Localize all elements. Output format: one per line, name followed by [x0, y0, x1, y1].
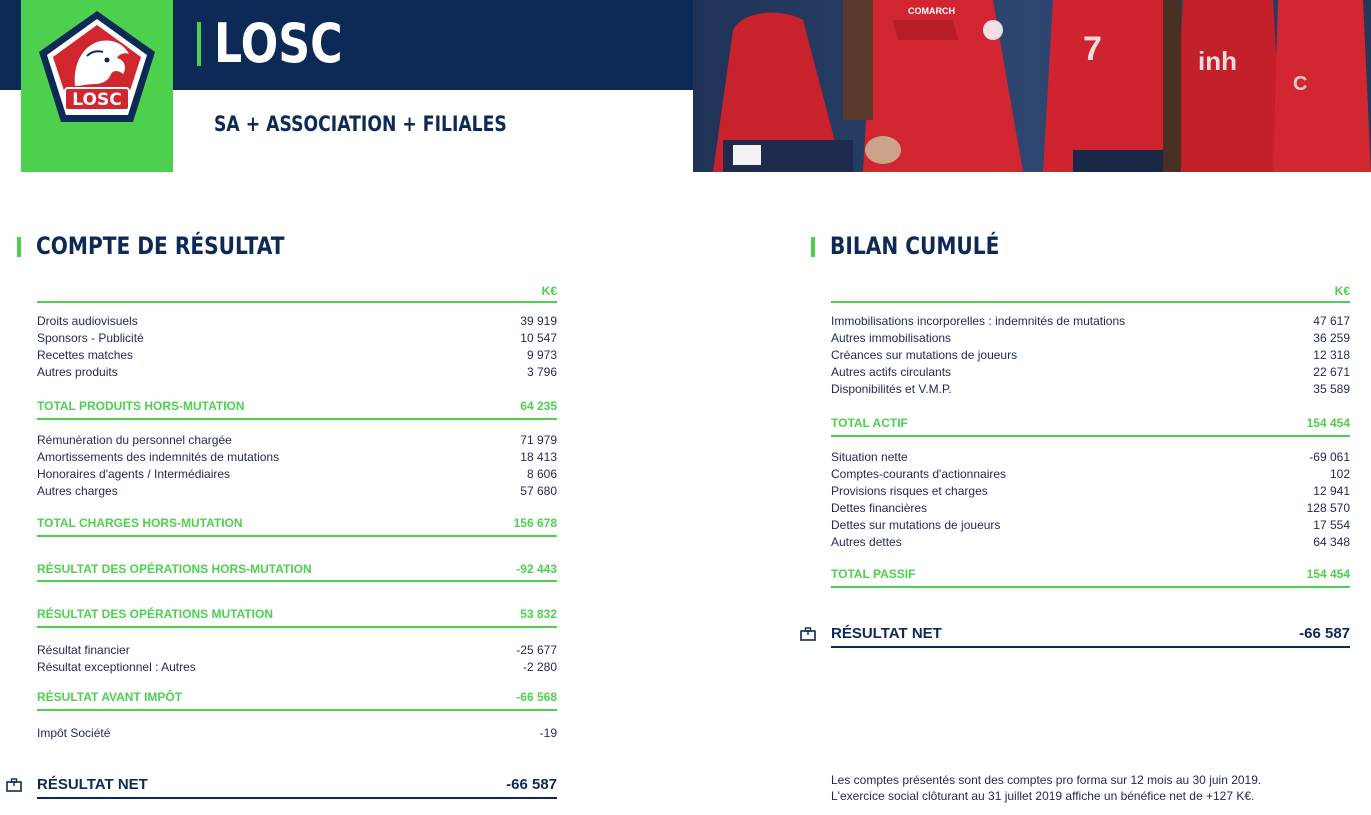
row-label: Autres immobilisations [831, 331, 952, 345]
total-label: RÉSULTAT DES OPÉRATIONS HORS-MUTATION [37, 562, 312, 576]
svg-text:COMARCH: COMARCH [908, 6, 955, 16]
row-value: 57 680 [520, 484, 557, 498]
total-row [37, 689, 557, 706]
svg-text:inh: inh [1198, 46, 1237, 76]
row-value: 8 606 [526, 467, 557, 481]
page-title: LOSC [214, 12, 343, 75]
divider [37, 797, 557, 799]
total-row [831, 566, 1350, 583]
row-label: Disponibilités et V.M.P. [831, 382, 952, 396]
footnote-line: L'exercice social clôturant au 31 juillet 2019 affiche un bénéfice net de +127 K€. [831, 789, 1255, 803]
row-label: Impôt Société [37, 726, 111, 740]
table-row [831, 500, 1350, 517]
club-logo [21, 0, 173, 172]
divider [37, 418, 557, 420]
table-row [831, 517, 1350, 534]
divider [831, 301, 1350, 303]
total-row [831, 415, 1350, 432]
row-value: 39 919 [520, 314, 557, 328]
net-result-value: -66 587 [1299, 625, 1350, 642]
table-row [831, 381, 1350, 398]
row-label: Honoraires d'agents / Intermédiaires [37, 467, 231, 481]
total-value: -66 568 [516, 690, 557, 704]
total-label: TOTAL PRODUITS HORS-MUTATION [37, 399, 245, 413]
net-result-row [831, 624, 1350, 644]
total-label: TOTAL ACTIF [831, 416, 908, 430]
total-value: 156 678 [513, 516, 557, 530]
table-row [37, 642, 557, 659]
briefcase-icon [800, 627, 816, 641]
row-value: 17 554 [1313, 518, 1350, 532]
total-row [37, 398, 557, 415]
section-accent-bar [17, 237, 21, 257]
section-accent-bar [811, 237, 815, 257]
row-label: Amortissements des indemnités de mutations [37, 450, 280, 464]
table-row [831, 483, 1350, 500]
row-value: 12 318 [1313, 348, 1350, 362]
table-row [37, 364, 557, 381]
footnote [831, 772, 1261, 804]
row-value: 3 796 [526, 365, 557, 379]
total-row [37, 561, 557, 578]
net-result-label: RÉSULTAT NET [831, 625, 942, 642]
total-label: RÉSULTAT AVANT IMPÔT [37, 690, 183, 704]
row-value: 9 973 [526, 348, 557, 362]
svg-text:C: C [1293, 73, 1308, 95]
row-label: Dettes sur mutations de joueurs [831, 518, 1001, 532]
row-value: 128 570 [1306, 501, 1350, 515]
row-label: Résultat exceptionnel : Autres [37, 660, 196, 674]
row-value: 102 [1329, 467, 1350, 481]
row-value: -25 677 [516, 643, 557, 657]
page-subtitle: SA + ASSOCIATION + FILIALES [214, 112, 507, 136]
divider [831, 435, 1350, 437]
table-row [37, 330, 557, 347]
table-row [831, 347, 1350, 364]
team-photo [693, 0, 1371, 172]
total-row [37, 606, 557, 623]
section-title-bilan: BILAN CUMULÉ [830, 232, 1000, 260]
table-row [831, 364, 1350, 381]
table-row [831, 466, 1350, 483]
row-label: Résultat financier [37, 643, 130, 657]
row-value: 10 547 [520, 331, 557, 345]
row-label: Sponsors - Publicité [37, 331, 144, 345]
row-value: 35 589 [1313, 382, 1350, 396]
total-value: -92 443 [516, 562, 557, 576]
row-value: 71 979 [520, 433, 557, 447]
row-value: 47 617 [1313, 314, 1350, 328]
net-result-label: RÉSULTAT NET [37, 776, 148, 793]
total-value: 53 832 [520, 607, 557, 621]
table-row [37, 659, 557, 676]
total-row [37, 515, 557, 532]
row-label: Autres actifs circulants [831, 365, 952, 379]
table-row [831, 330, 1350, 347]
total-label: RÉSULTAT DES OPÉRATIONS MUTATION [37, 607, 273, 621]
table-row [37, 466, 557, 483]
logo-text: LOSC [72, 90, 122, 110]
table-row [37, 347, 557, 364]
table-row [37, 432, 557, 449]
total-label: TOTAL CHARGES HORS-MUTATION [37, 516, 243, 530]
row-label: Autres produits [37, 365, 118, 379]
total-value: 154 454 [1306, 567, 1350, 581]
divider [37, 709, 557, 711]
row-label: Recettes matches [37, 348, 134, 362]
row-label: Autres charges [37, 484, 118, 498]
row-value: 36 259 [1313, 331, 1350, 345]
footnote-line: Les comptes présentés sont des comptes pro forma sur 12 mois au 30 juin 2019. [831, 773, 1262, 787]
table-row [37, 483, 557, 500]
table-row [37, 449, 557, 466]
briefcase-icon [6, 778, 22, 792]
row-value: 18 413 [520, 450, 557, 464]
table-row [37, 313, 557, 330]
divider [37, 580, 557, 582]
row-value: -19 [539, 726, 557, 740]
divider [831, 586, 1350, 588]
row-label: Immobilisations incorporelles : indemnités de mutations [831, 314, 1126, 328]
row-label: Situation nette [831, 450, 908, 464]
svg-text:7: 7 [1083, 30, 1102, 68]
table-row [831, 313, 1350, 330]
row-label: Droits audiovisuels [37, 314, 138, 328]
row-value: 12 941 [1313, 484, 1350, 498]
lion-crest-icon [35, 8, 159, 126]
row-label: Rémunération du personnel chargée [37, 433, 232, 447]
divider [37, 626, 557, 628]
row-label: Autres dettes [831, 535, 902, 549]
net-result-row [37, 775, 557, 795]
row-value: 64 348 [1313, 535, 1350, 549]
divider [37, 535, 557, 537]
table-row [831, 449, 1350, 466]
unit-label: K€ [541, 284, 557, 298]
row-label: Créances sur mutations de joueurs [831, 348, 1018, 362]
total-value: 154 454 [1306, 416, 1350, 430]
table-row [37, 725, 557, 742]
row-value: 22 671 [1313, 365, 1350, 379]
row-label: Dettes financières [831, 501, 928, 515]
net-result-value: -66 587 [506, 776, 557, 793]
row-label: Comptes-courants d'actionnaires [831, 467, 1007, 481]
total-label: TOTAL PASSIF [831, 567, 916, 581]
row-label: Provisions risques et charges [831, 484, 988, 498]
row-value: -69 061 [1309, 450, 1350, 464]
divider [831, 646, 1350, 648]
total-value: 64 235 [520, 399, 557, 413]
unit-label: K€ [1334, 284, 1350, 298]
section-title-compte: COMPTE DE RÉSULTAT [36, 232, 285, 260]
title-accent-bar [197, 22, 201, 66]
divider [37, 301, 557, 303]
table-row [831, 534, 1350, 551]
row-value: -2 280 [522, 660, 557, 674]
